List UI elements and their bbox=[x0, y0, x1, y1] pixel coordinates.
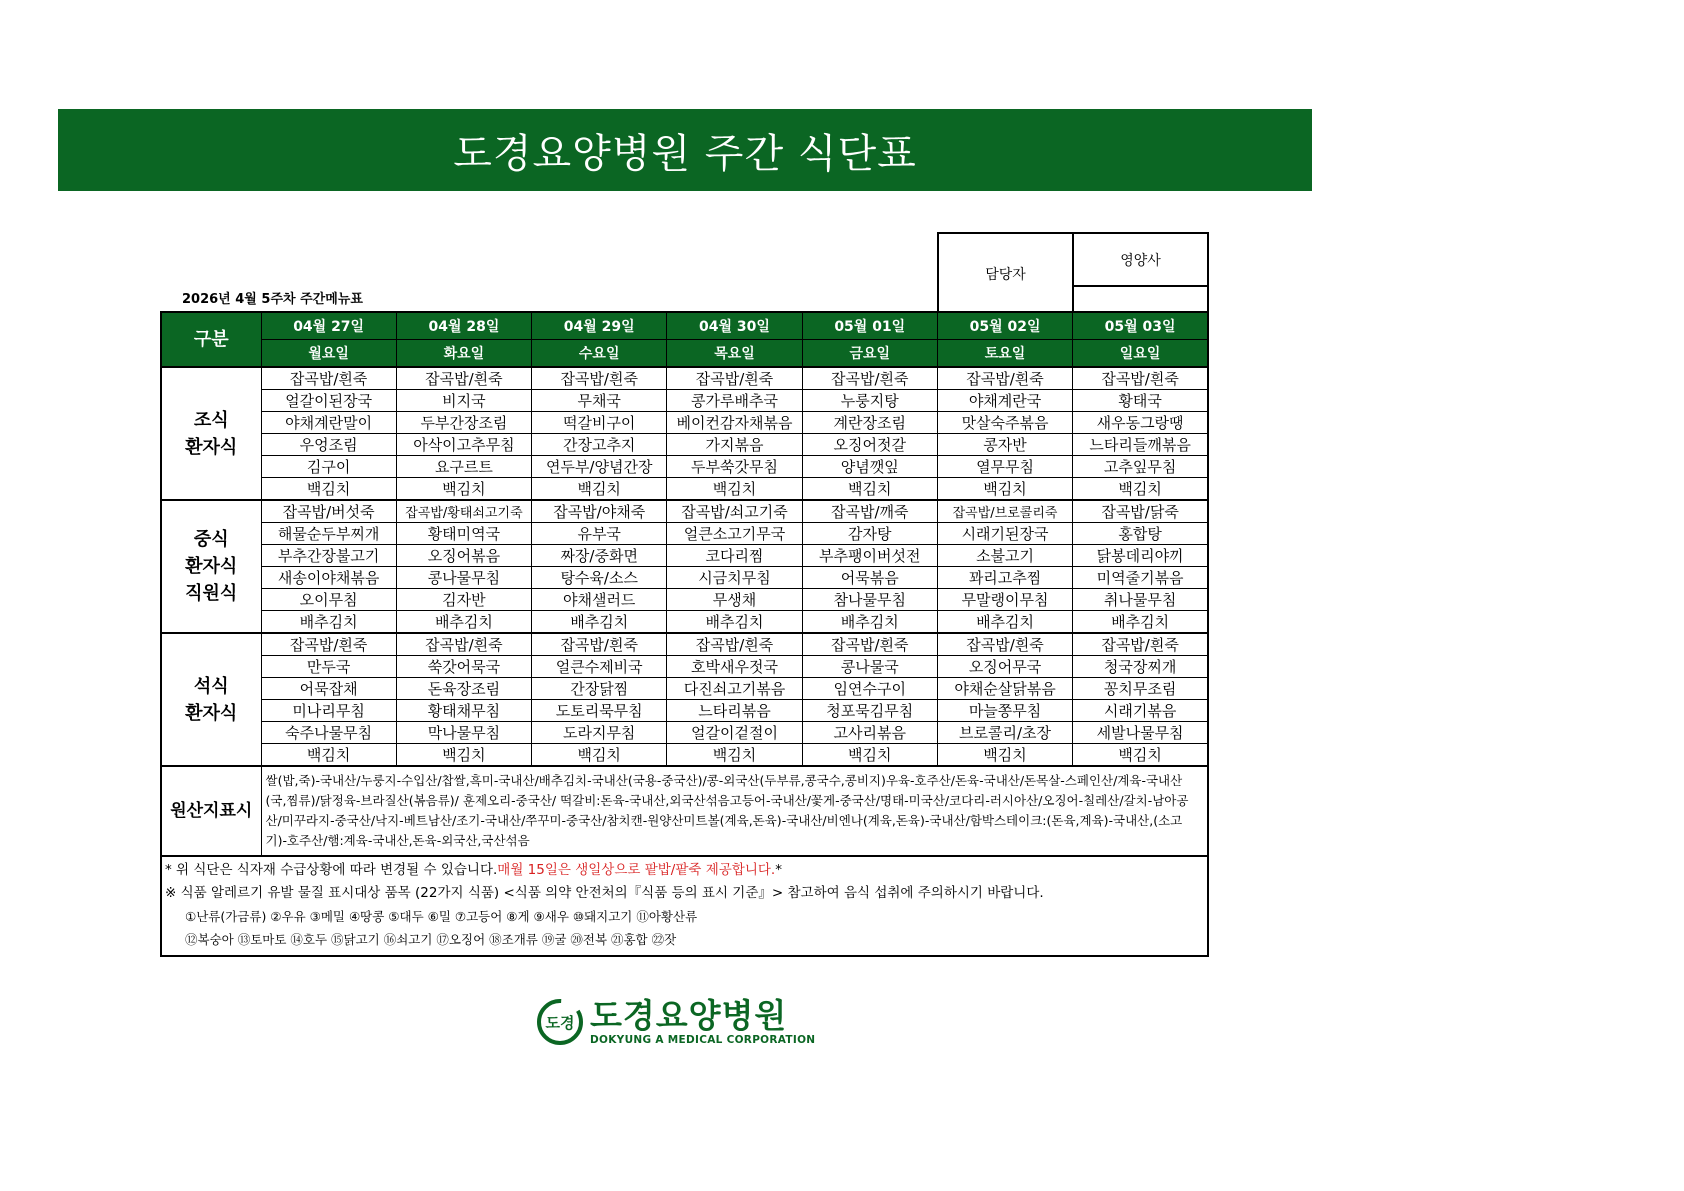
menu-cell: 콩가루배추국 bbox=[667, 390, 802, 412]
date-header: 04월 27일 bbox=[261, 312, 396, 340]
menu-cell: 양념깻잎 bbox=[802, 456, 937, 478]
menu-cell: 김구이 bbox=[261, 456, 396, 478]
menu-cell: 잡곡밥/깨죽 bbox=[802, 500, 937, 523]
menu-cell: 잡곡밥/흰죽 bbox=[937, 633, 1072, 656]
allergy-notice: ※ 식품 알레르기 유발 물질 표시대상 품목 (22가지 식품) <식품 의약 안전처의『식품 등의 표시 기준』> 참고하여 음식 섭취에 주의하시기 바랍니다. bbox=[165, 885, 1044, 901]
menu-cell: 돈육장조림 bbox=[396, 678, 531, 700]
menu-cell: 꽈리고추찜 bbox=[937, 567, 1072, 589]
menu-row bbox=[161, 722, 1208, 744]
menu-cell: 간장고추지 bbox=[532, 434, 667, 456]
menu-cell: 백김치 bbox=[261, 478, 396, 501]
menu-cell: 코다리찜 bbox=[667, 545, 802, 567]
menu-row bbox=[161, 744, 1208, 767]
menu-cell: 황태국 bbox=[1073, 390, 1208, 412]
date-header: 05월 03일 bbox=[1073, 312, 1208, 340]
menu-cell: 김자반 bbox=[396, 589, 531, 611]
menu-cell: 황태미역국 bbox=[396, 523, 531, 545]
dietitian-label: 영양사 bbox=[1120, 252, 1161, 269]
menu-cell: 백김치 bbox=[1073, 478, 1208, 501]
header-date-row bbox=[161, 312, 1208, 340]
menu-cell: 잡곡밥/흰죽 bbox=[532, 367, 667, 390]
menu-cell: 우엉조림 bbox=[261, 434, 396, 456]
menu-row bbox=[161, 478, 1208, 501]
meal-label-line: 환자식 bbox=[185, 556, 238, 577]
date-header: 04월 29일 bbox=[532, 312, 667, 340]
menu-cell: 콩자반 bbox=[937, 434, 1072, 456]
date-header: 04월 30일 bbox=[667, 312, 802, 340]
allergy-list-2: ⑫복숭아 ⑬토마토 ⑭호두 ⑮닭고기 ⑯쇠고기 ⑰오징어 ⑱조개류 ⑲굴 ⑳전복 ㉑홍합 ㉒잣 bbox=[185, 932, 677, 947]
meal-label bbox=[161, 500, 261, 633]
menu-cell: 계란장조림 bbox=[802, 412, 937, 434]
menu-cell: 새우동그랑땡 bbox=[1073, 412, 1208, 434]
origin-label: 원산지표시 bbox=[161, 766, 261, 856]
menu-cell: 백김치 bbox=[532, 744, 667, 767]
menu-row bbox=[161, 390, 1208, 412]
menu-cell: 열무무침 bbox=[937, 456, 1072, 478]
menu-row bbox=[161, 545, 1208, 567]
menu-cell: 무채국 bbox=[532, 390, 667, 412]
menu-cell: 오징어젓갈 bbox=[802, 434, 937, 456]
menu-cell: 백김치 bbox=[396, 744, 531, 767]
menu-cell: 가지볶음 bbox=[667, 434, 802, 456]
allergy-list-1: ①난류(가금류) ②우유 ③메밀 ④땅콩 ⑤대두 ⑥밀 ⑦고등어 ⑧게 ⑨새우 ⑩돼지고기 ⑪아황산류 bbox=[185, 909, 698, 924]
menu-cell: 어묵볶음 bbox=[802, 567, 937, 589]
menu-cell: 새송이야채볶음 bbox=[261, 567, 396, 589]
menu-row bbox=[161, 523, 1208, 545]
menu-cell: 백김치 bbox=[667, 744, 802, 767]
title-banner bbox=[58, 109, 1312, 191]
menu-cell: 숙주나물무침 bbox=[261, 722, 396, 744]
menu-cell: 잡곡밥/닭죽 bbox=[1073, 500, 1208, 523]
menu-cell: 잡곡밥/흰죽 bbox=[532, 633, 667, 656]
page-title: 도경요양병원 주간 식단표 bbox=[453, 130, 917, 177]
menu-cell: 백김치 bbox=[937, 744, 1072, 767]
menu-cell: 탕수육/소스 bbox=[532, 567, 667, 589]
notice-line bbox=[165, 859, 1204, 882]
menu-cell: 두부쑥갓무침 bbox=[667, 456, 802, 478]
menu-cell: 배추김치 bbox=[532, 611, 667, 634]
menu-table bbox=[160, 311, 1209, 957]
menu-row bbox=[161, 656, 1208, 678]
menu-cell: 닭봉데리야끼 bbox=[1073, 545, 1208, 567]
menu-cell: 야채샐러드 bbox=[532, 589, 667, 611]
menu-cell: 취나물무침 bbox=[1073, 589, 1208, 611]
meal-label-line: 직원식 bbox=[185, 583, 238, 604]
menu-cell: 만두국 bbox=[261, 656, 396, 678]
origin-text: 쌀(밥,죽)-국내산/누룽지-수입산/찹쌀,흑미-국내산/배추김치-국내산(국용-중국산)/콩-외국산(두부류,콩국수,콩비지)우육-호주산/돈육-국내산/돈목살-스페인산/계육-국내산(국,찜류)/닭정육-브라질산(볶음류)/ 훈제오리-중국산/ 떡갈비:돈육-국내산,외국산섞음고등어-국내산/꽃게-중국산/명태-미국산/코다리-러시아산/오징어-칠레산/갈치-남아공산/미꾸라지-중국산/낙지-베트남산/조기-국내산/쭈꾸미-중국산/참치캔-원양산미트볼(계육,돈육)-국내산/비엔나(계육,돈육)-국내산/함박스테이크:(돈육,계육)-국내산,(소고기)-호주산/햄:계육-국내산,돈육-외국산,국산섞음 bbox=[261, 766, 1208, 856]
menu-cell: 꽁치무조림 bbox=[1073, 678, 1208, 700]
menu-cell: 연두부/양념간장 bbox=[532, 456, 667, 478]
meal-label bbox=[161, 367, 261, 500]
menu-cell: 어묵잡채 bbox=[261, 678, 396, 700]
hospital-logo bbox=[536, 998, 815, 1046]
menu-cell: 짜장/중화면 bbox=[532, 545, 667, 567]
date-header: 04월 28일 bbox=[396, 312, 531, 340]
weekday-header: 월요일 bbox=[261, 340, 396, 368]
menu-row bbox=[161, 611, 1208, 634]
menu-cell: 청포묵김무침 bbox=[802, 700, 937, 722]
menu-cell: 배추김치 bbox=[937, 611, 1072, 634]
menu-cell: 세발나물무침 bbox=[1073, 722, 1208, 744]
menu-cell: 잡곡밥/흰죽 bbox=[937, 367, 1072, 390]
menu-cell: 콩나물무침 bbox=[396, 567, 531, 589]
manager-sign-cell bbox=[938, 233, 1073, 314]
notice-text: * 위 식단은 식자재 수급상황에 따라 변경될 수 있습니다. bbox=[165, 862, 498, 878]
menu-cell: 감자탕 bbox=[802, 523, 937, 545]
meal-label-line: 석식 bbox=[193, 675, 229, 697]
header-weekday-row bbox=[161, 340, 1208, 368]
menu-cell: 도토리묵무침 bbox=[532, 700, 667, 722]
menu-cell: 배추김치 bbox=[396, 611, 531, 634]
menu-cell: 잡곡밥/쇠고기죽 bbox=[667, 500, 802, 523]
menu-cell: 백김치 bbox=[667, 478, 802, 501]
menu-cell: 느타리볶음 bbox=[667, 700, 802, 722]
menu-cell: 백김치 bbox=[532, 478, 667, 501]
logo-name-en: DOKYUNG A MEDICAL CORPORATION bbox=[590, 1034, 816, 1046]
menu-row bbox=[161, 412, 1208, 434]
menu-cell: 잡곡밥/브로콜리죽 bbox=[937, 500, 1072, 523]
weekday-header: 수요일 bbox=[532, 340, 667, 368]
menu-cell: 요구르트 bbox=[396, 456, 531, 478]
menu-cell: 해물순두부찌개 bbox=[261, 523, 396, 545]
meal-label-line: 환자식 bbox=[185, 436, 238, 458]
approval-box bbox=[937, 232, 1209, 315]
menu-row bbox=[161, 367, 1208, 390]
menu-cell: 야채계란국 bbox=[937, 390, 1072, 412]
menu-cell: 백김치 bbox=[937, 478, 1072, 501]
svg-text:도경: 도경 bbox=[545, 1014, 575, 1032]
menu-cell: 백김치 bbox=[802, 478, 937, 501]
menu-cell: 유부국 bbox=[532, 523, 667, 545]
menu-cell: 호박새우젓국 bbox=[667, 656, 802, 678]
menu-cell: 부추팽이버섯전 bbox=[802, 545, 937, 567]
menu-row bbox=[161, 500, 1208, 523]
manager-label: 담당자 bbox=[985, 266, 1026, 283]
menu-cell: 야채계란말이 bbox=[261, 412, 396, 434]
menu-cell: 소불고기 bbox=[937, 545, 1072, 567]
menu-row bbox=[161, 567, 1208, 589]
meal-label bbox=[161, 633, 261, 766]
week-subtitle: 2026년 4월 5주차 주간메뉴표 bbox=[182, 292, 363, 307]
menu-cell: 잡곡밥/흰죽 bbox=[802, 367, 937, 390]
meal-label-line: 환자식 bbox=[185, 702, 238, 724]
menu-row bbox=[161, 700, 1208, 722]
menu-cell: 임연수구이 bbox=[802, 678, 937, 700]
menu-cell: 백김치 bbox=[396, 478, 531, 501]
birthday-notice: 매월 15일은 생일상으로 팥밥/팥죽 제공합니다. bbox=[497, 862, 776, 878]
notes-row bbox=[161, 856, 1208, 956]
menu-cell: 부추간장불고기 bbox=[261, 545, 396, 567]
menu-cell: 얼큰수제비국 bbox=[532, 656, 667, 678]
menu-cell: 백김치 bbox=[1073, 744, 1208, 767]
menu-cell: 콩나물국 bbox=[802, 656, 937, 678]
weekday-header: 일요일 bbox=[1073, 340, 1208, 368]
menu-row bbox=[161, 434, 1208, 456]
menu-cell: 오이무침 bbox=[261, 589, 396, 611]
menu-cell: 잡곡밥/흰죽 bbox=[802, 633, 937, 656]
menu-cell: 배추김치 bbox=[1073, 611, 1208, 634]
menu-row bbox=[161, 456, 1208, 478]
menu-cell: 얼갈이된장국 bbox=[261, 390, 396, 412]
menu-cell: 얼갈이겉절이 bbox=[667, 722, 802, 744]
menu-cell: 백김치 bbox=[261, 744, 396, 767]
menu-cell: 간장닭찜 bbox=[532, 678, 667, 700]
menu-cell: 두부간장조림 bbox=[396, 412, 531, 434]
menu-cell: 잡곡밥/흰죽 bbox=[396, 367, 531, 390]
menu-cell: 고사리볶음 bbox=[802, 722, 937, 744]
menu-cell: 잡곡밥/흰죽 bbox=[261, 633, 396, 656]
menu-cell: 무말랭이무침 bbox=[937, 589, 1072, 611]
menu-cell: 오징어볶음 bbox=[396, 545, 531, 567]
menu-cell: 배추김치 bbox=[667, 611, 802, 634]
dietitian-label-cell bbox=[1073, 233, 1208, 286]
menu-cell: 잡곡밥/흰죽 bbox=[396, 633, 531, 656]
menu-cell: 시래기된장국 bbox=[937, 523, 1072, 545]
menu-cell: 다진쇠고기볶음 bbox=[667, 678, 802, 700]
menu-cell: 얼큰소고기무국 bbox=[667, 523, 802, 545]
menu-cell: 떡갈비구이 bbox=[532, 412, 667, 434]
weekday-header: 화요일 bbox=[396, 340, 531, 368]
menu-cell: 고추잎무침 bbox=[1073, 456, 1208, 478]
menu-cell: 참나물무침 bbox=[802, 589, 937, 611]
menu-cell: 잡곡밥/흰죽 bbox=[1073, 367, 1208, 390]
menu-row bbox=[161, 678, 1208, 700]
menu-cell: 백김치 bbox=[802, 744, 937, 767]
weekday-header: 목요일 bbox=[667, 340, 802, 368]
menu-cell: 잡곡밥/흰죽 bbox=[667, 367, 802, 390]
menu-cell: 시래기볶음 bbox=[1073, 700, 1208, 722]
notes-cell bbox=[161, 856, 1208, 956]
menu-cell: 브로콜리/초장 bbox=[937, 722, 1072, 744]
menu-row bbox=[161, 589, 1208, 611]
menu-cell: 잡곡밥/흰죽 bbox=[667, 633, 802, 656]
meal-label-line: 중식 bbox=[193, 529, 229, 550]
hospital-logo-icon bbox=[536, 998, 584, 1046]
meal-label-line: 조식 bbox=[193, 409, 229, 431]
menu-cell: 잡곡밥/황태쇠고기죽 bbox=[396, 500, 531, 523]
menu-cell: 배추김치 bbox=[802, 611, 937, 634]
category-header: 구분 bbox=[161, 312, 261, 367]
menu-cell: 도라지무침 bbox=[532, 722, 667, 744]
menu-cell: 잡곡밥/흰죽 bbox=[1073, 633, 1208, 656]
menu-row bbox=[161, 633, 1208, 656]
menu-cell: 미역줄기볶음 bbox=[1073, 567, 1208, 589]
menu-cell: 아삭이고추무침 bbox=[396, 434, 531, 456]
weekday-header: 금요일 bbox=[802, 340, 937, 368]
menu-cell: 야채순살닭볶음 bbox=[937, 678, 1072, 700]
logo-name-ko: 도경요양병원 bbox=[590, 996, 788, 1035]
menu-cell: 시금치무침 bbox=[667, 567, 802, 589]
dietitian-sign-cell bbox=[1073, 286, 1208, 314]
menu-cell: 홍합탕 bbox=[1073, 523, 1208, 545]
menu-cell: 베이컨감자채볶음 bbox=[667, 412, 802, 434]
menu-cell: 배추김치 bbox=[261, 611, 396, 634]
date-header: 05월 01일 bbox=[802, 312, 937, 340]
menu-cell: 느타리들깨볶음 bbox=[1073, 434, 1208, 456]
menu-cell: 마늘쫑무침 bbox=[937, 700, 1072, 722]
menu-cell: 비지국 bbox=[396, 390, 531, 412]
menu-cell: 누룽지탕 bbox=[802, 390, 937, 412]
date-header: 05월 02일 bbox=[937, 312, 1072, 340]
menu-cell: 맛살숙주볶음 bbox=[937, 412, 1072, 434]
menu-cell: 잡곡밥/흰죽 bbox=[261, 367, 396, 390]
menu-cell: 쑥갓어묵국 bbox=[396, 656, 531, 678]
menu-cell: 청국장찌개 bbox=[1073, 656, 1208, 678]
notice-star: * bbox=[775, 862, 782, 878]
menu-cell: 황태채무침 bbox=[396, 700, 531, 722]
weekday-header: 토요일 bbox=[937, 340, 1072, 368]
menu-cell: 잡곡밥/버섯죽 bbox=[261, 500, 396, 523]
menu-cell: 미나리무침 bbox=[261, 700, 396, 722]
menu-cell: 무생채 bbox=[667, 589, 802, 611]
menu-cell: 오징어무국 bbox=[937, 656, 1072, 678]
menu-cell: 잡곡밥/야채죽 bbox=[532, 500, 667, 523]
origin-row bbox=[161, 766, 1208, 856]
menu-cell: 막나물무침 bbox=[396, 722, 531, 744]
